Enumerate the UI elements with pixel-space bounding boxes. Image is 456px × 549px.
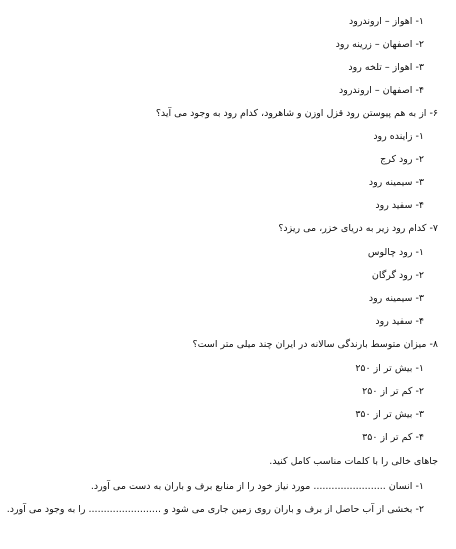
q7-option-3: ۳- سیمینه رود bbox=[368, 293, 424, 304]
q7-option-1: ۱- رود چالوس bbox=[367, 247, 424, 258]
q8-option-4: ۴- کم تر از ۳۵۰ bbox=[362, 432, 424, 443]
q7-option-2: ۲- رود گرگان bbox=[371, 270, 424, 281]
q6-option-3: ۳- سیمینه رود bbox=[368, 177, 424, 188]
q5-option-4: ۴- اصفهان – اروندرود bbox=[339, 85, 424, 96]
q6-option-4: ۴- سفید رود bbox=[375, 200, 424, 211]
q6-option-2: ۲- رود کرج bbox=[380, 154, 424, 165]
fill-blanks-heading: جاهای خالی را با کلمات مناسب کامل کنید. bbox=[269, 456, 438, 467]
q7-option-4: ۴- سفید رود bbox=[375, 316, 424, 327]
q8-option-1: ۱- بیش تر از ۲۵۰ bbox=[355, 363, 424, 374]
fill-blank-item-2: ۲- بخشی از آب حاصل از برف و باران روی زمین جاری می شود و ........................ را به وجود می آورد. bbox=[6, 504, 424, 515]
q5-option-3: ۳- اهواز – تلخه رود bbox=[348, 62, 424, 73]
q5-option-1: ۱- اهواز – اروندرود bbox=[349, 16, 424, 27]
q7-question: ۷- کدام رود زیر به دریای خزر، می ریزد؟ bbox=[278, 223, 438, 234]
fill-blank-item-1: ۱- انسان ........................ مورد نیاز خود را از منابع برف و باران به دست می آورد. bbox=[90, 481, 424, 492]
q6-option-1: ۱- زاینده رود bbox=[373, 131, 424, 142]
q5-option-2: ۲- اصفهان – زرینه رود bbox=[335, 39, 424, 50]
q8-question: ۸- میزان متوسط بارندگی سالانه در ایران چند میلی متر است؟ bbox=[192, 339, 438, 350]
q8-option-2: ۲- کم تر از ۲۵۰ bbox=[362, 386, 424, 397]
q8-option-3: ۳- بیش تر از ۳۵۰ bbox=[355, 409, 424, 420]
q6-question: ۶- از به هم پیوستن رود قزل اوزن و شاهرود، کدام رود به وجود می آید؟ bbox=[155, 108, 438, 119]
